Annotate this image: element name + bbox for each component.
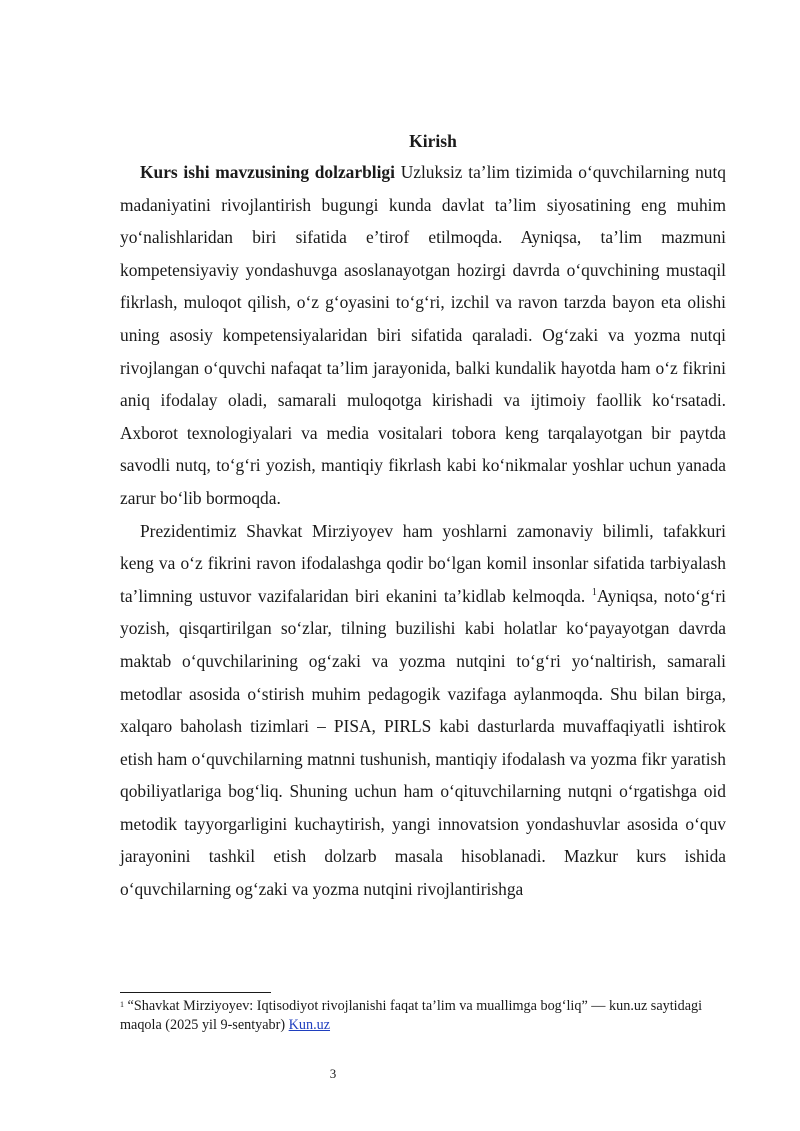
paragraph-lead: Kurs ishi mavzusining dolzarbligi	[140, 162, 395, 182]
footnote-reference[interactable]: 1	[591, 586, 597, 598]
paragraph-text: Ayniqsa, noto‘g‘ri yozish, qisqartirilgan so‘zlar, tilning buzilishi kabi holatlar ko‘payayotgan davrda maktab o‘quvchilarining og‘zaki va yozma nutqini to‘g‘ri yo‘naltirish, samarali metodlar asosida o‘stirish muhim pedagogik vazifaga aylanmoqda. Shu bilan birga, xalqaro baholash tizimlari – PISA, PIRLS kabi dasturlarda muvaffaqiyatli ishtirok etish ham o‘quvchilarning matnni tushunish, mantiqiy ifodalash va yozma fikr yaratish qobiliyatlariga bog‘liq. Shuning uchun ham o‘qituvchilarning nutqni o‘rgatishga oid metodik tayyorgarligini kuchaytirish, yangi innovatsion yondashuvlar asosida o‘quv jarayonini tashkil etish dolzarb masala hisoblanadi. Mazkur kurs ishida o‘quvchilarning og‘zaki va yozma nutqini rivojlantirishga	[120, 585, 726, 900]
footnote-separator	[120, 992, 271, 993]
section-heading: Kirish	[409, 131, 457, 151]
paragraph-text: Prezidentimiz Shavkat Mirziyoyev ham yoshlarni zamonaviy bilimli, tafakkuri keng va o‘z fikrini ravon ifodalashga qodir bo‘lgan komil insonlar sifatida tarbiyalash ta’limning ustuvor vazifalaridan biri ekanini ta’kidlab kelmoqda.	[120, 520, 726, 606]
paragraph-relevance	[120, 156, 726, 515]
paragraph-text: Uzluksiz ta’lim tizimida o‘quvchilarning nutq madaniyatini rivojlantirish bugungi kunda davlat ta’lim siyosatining eng muhim yo‘nalishlaridan biri sifatida e’tirof etilmoqda. Ayniqsa, ta’lim mazmuni kompetensiyaviy yondashuvga asoslanayotgan hozirgi davrda o‘quvchining mustaqil fikrlash, muloqot qilish, o‘z g‘oyasini to‘g‘ri, izchil va ravon tarzda bayon eta olishi uning asosiy kompetensiyalaridan biri sifatida qaraladi. Og‘zaki va yozma nutqi rivojlangan o‘quvchi nafaqat ta’lim jarayonida, balki kundalik hayotda ham o‘z fikrini aniq ifodalay oladi, samarali muloqotga kirishadi va ijtimoiy faollik ko‘rsatadi. Axborot texnologiyalari va media vositalari tobora keng tarqalayotgan bir paytda savodli nutq, to‘g‘ri yozish, mantiqiy fikrlash kabi ko‘nikmalar yoshlar uchun yanada zarur bo‘lib bormoqda.	[120, 162, 726, 508]
footnote-text: “Shavkat Mirziyoyev: Iqtisodiyot rivojlanishi faqat ta’lim va muallimga bog‘liq” — kun.uz saytidagi maqola (2025 yil 9-sentyabr)	[120, 998, 703, 1033]
footnote	[120, 997, 730, 1035]
body-text	[120, 156, 726, 906]
paragraph-president	[120, 515, 726, 906]
footnote-link[interactable]: Kun.uz	[288, 1017, 331, 1033]
footnote-marker: 1	[120, 1000, 124, 1009]
page-number: 3	[329, 1066, 337, 1081]
